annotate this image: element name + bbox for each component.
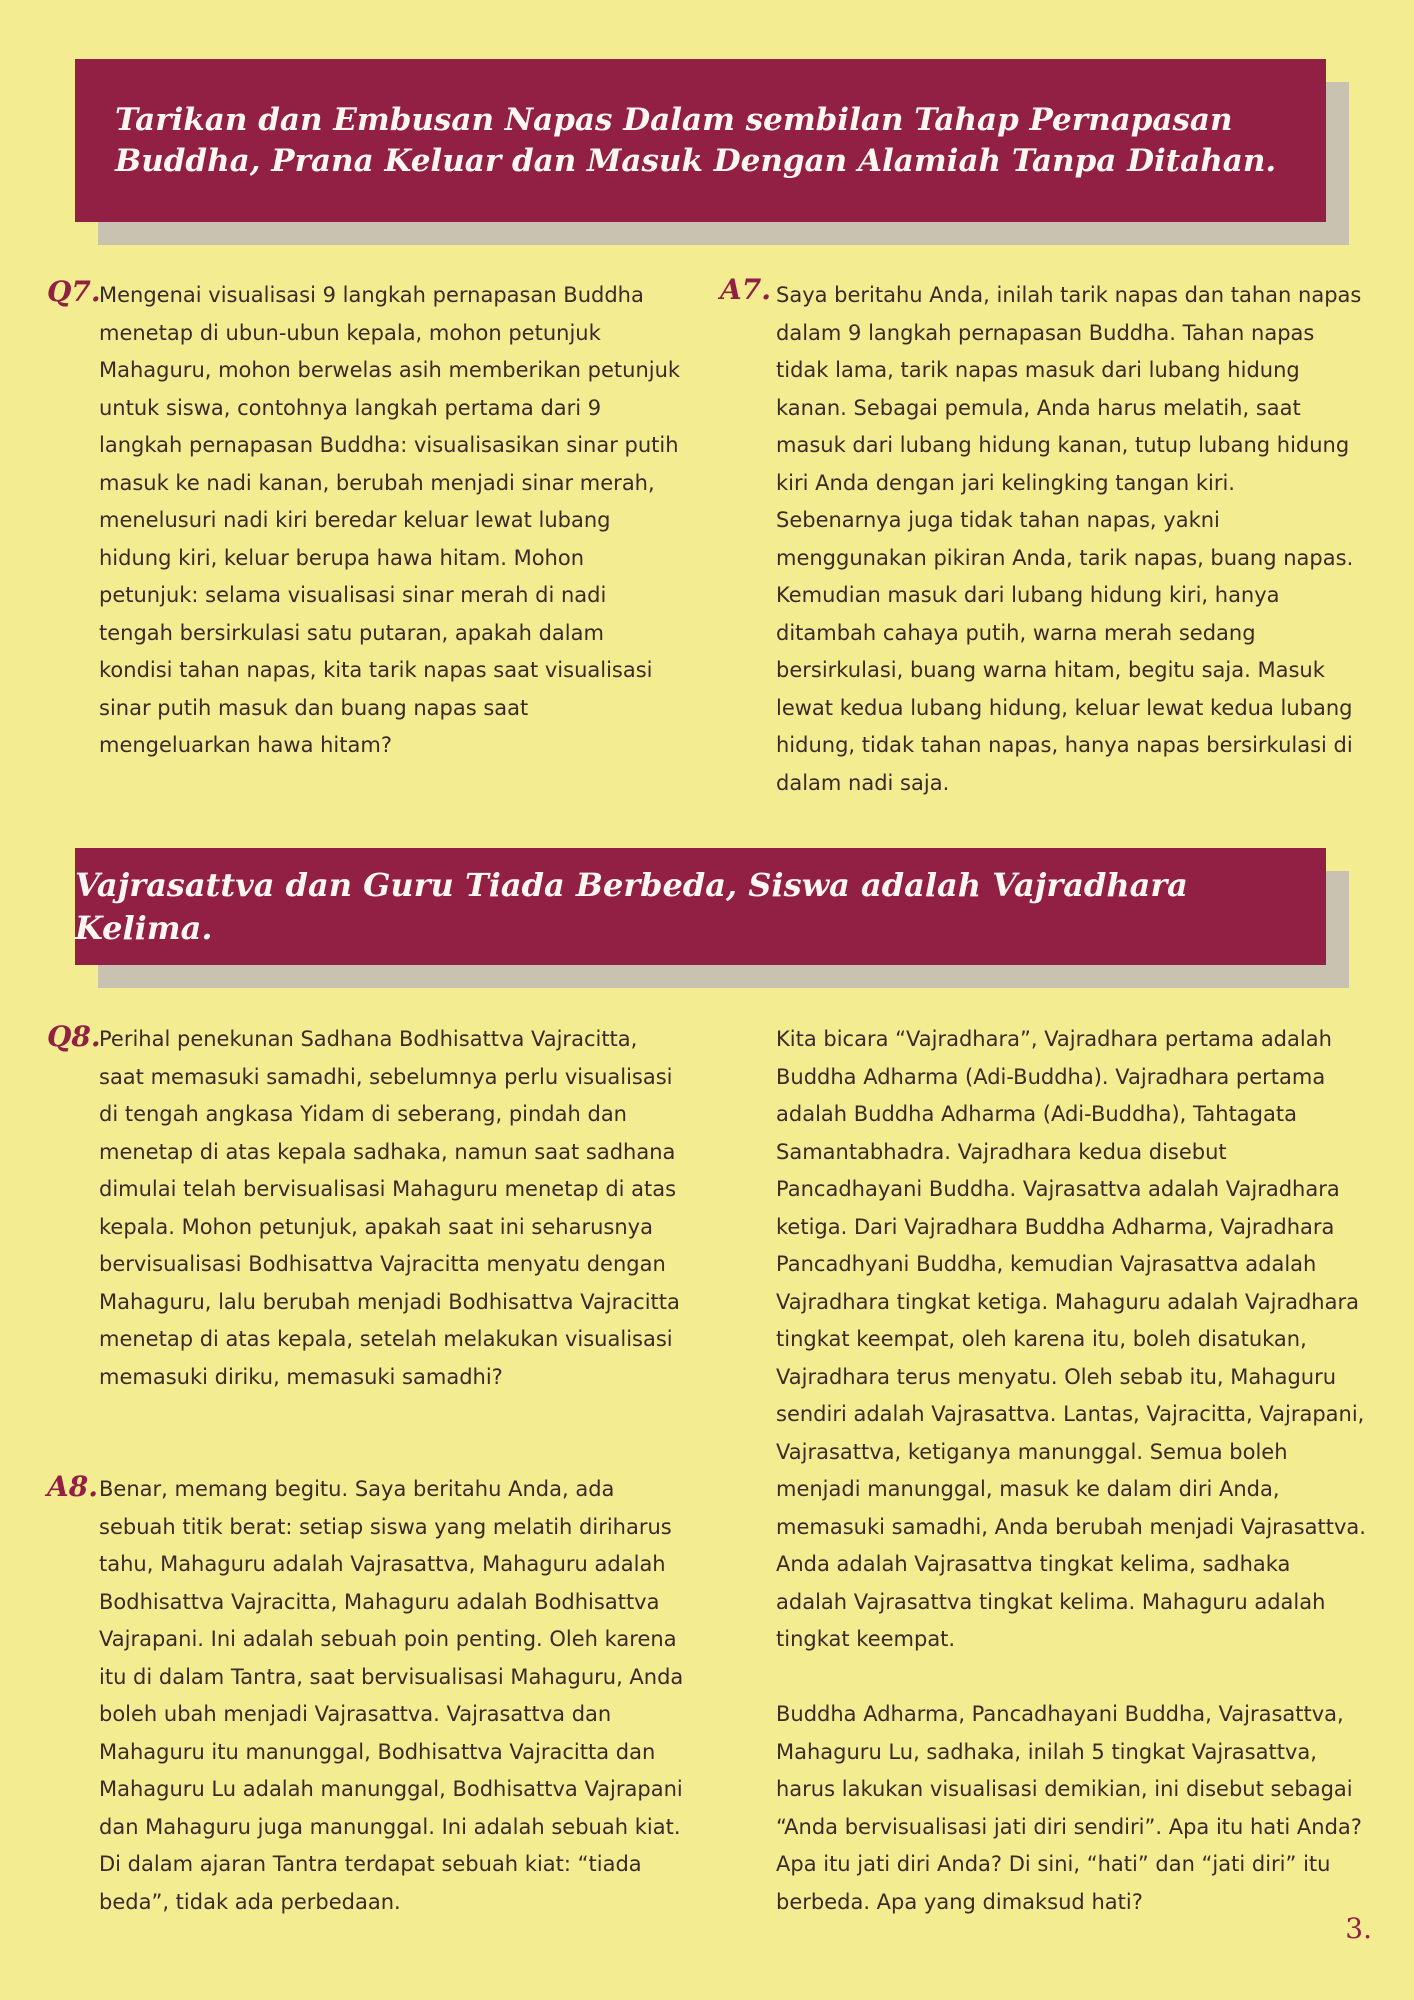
question-text: Mengenai visualisasi 9 langkah pernapasan Buddha menetap di ubun-ubun kepala, mohon petunjuk Mahaguru, mohon berwelas asih memberikan petunjuk untuk siswa, contohnya langkah pertama dari 9 langkah pernapasan Buddha: visualisasikan sinar putih masuk ke nadi kanan, berubah menjadi sinar merah, menelusuri nadi kiri beredar keluar lewat lubang hidung kiri, keluar berupa hawa hitam. Mohon petunjuk: selama visualisasi sinar merah di nadi tengah bersirkulasi satu putaran, apakah dalam kondisi tahan napas, kita tarik napas saat visualisasi sinar putih masuk dan buang napas saat mengeluarkan hawa hitam? xyxy=(99,283,681,757)
answer-marker: A7. xyxy=(720,273,771,306)
section-banner xyxy=(75,59,1326,222)
section-title: Vajrasattva dan Guru Tiada Berbeda, Siswa adalah Vajradhara Kelima. xyxy=(75,866,1188,947)
question-marker: Q8. xyxy=(47,1020,101,1053)
answer-text: Saya beritahu Anda, inilah tarik napas dan tahan napas dalam 9 langkah pernapasan Buddha. Tahan napas tidak lama, tarik napas masuk dari lubang hidung kanan. Sebagai pemula, Anda harus melatih, saat masuk dari lubang hidung kanan, tutup lubang hidung kiri Anda dengan jari kelingking tangan kiri. Sebenarnya juga tidak tahan napas, yakni menggunakan pikiran Anda, tarik napas, buang napas. Kemudian masuk dari lubang hidung kiri, hanya ditambah cahaya putih, warna merah sedang bersirkulasi, buang warna hitam, begitu saja. Masuk lewat kedua lubang hidung, keluar lewat kedua lubang hidung, tidak tahan napas, hanya napas bersirkulasi di dalam nadi saja. xyxy=(776,283,1362,795)
answer-continued-text: Kita bicara “Vajradhara”, Vajradhara pertama adalah Buddha Adharma (Adi-Buddha). Vajradhara pertama adalah Buddha Adharma (Adi-Buddha), Tahtagata Samantabhadra. Vajradhara kedua disebut Pancadhayani Buddha. Vajrasattva adalah Vajradhara ketiga. Dari Vajradhara Buddha Adharma, Vajradhara Pancadhyani Buddha, kemudian Vajrasattva adalah Vajradhara tingkat ketiga. Mahaguru adalah Vajradhara tingkat keempat, oleh karena itu, boleh disatukan, Vajradhara terus menyatu. Oleh sebab itu, Mahaguru sendiri adalah Vajrasattva. Lantas, Vajracitta, Vajrapani, Vajrasattva, ketiganya manunggal. Semua boleh menjadi manunggal, masuk ke dalam diri Anda, memasuki samadhi, Anda berubah menjadi Vajrasattva. Anda adalah Vajrasattva tingkat kelima, sadhaka adalah Vajrasattva tingkat kelima. Mahaguru adalah tingkat keempat. xyxy=(776,1027,1366,1651)
section-title-line: Tarikan dan Embusan Napas Dalam sembilan Tahap Pernapasan xyxy=(115,101,1233,138)
section-title xyxy=(115,100,1276,182)
question-text: Perihal penekunan Sadhana Bodhisattva Vajracitta, saat memasuki samadhi, sebelumnya perlu visualisasi di tengah angkasa Yidam di seberang, pindah dan menetap di atas kepala sadhaka, namun saat sadhana dimulai telah bervisualisasi Mahaguru menetap di atas kepala. Mohon petunjuk, apakah saat ini seharusnya bervisualisasi Bodhisattva Vajracitta menyatu dengan Mahaguru, lalu berubah menjadi Bodhisattva Vajracitta menetap di atas kepala, setelah melakukan visualisasi memasuki diriku, memasuki samadhi? xyxy=(99,1027,680,1389)
answer-text: Benar, memang begitu. Saya beritahu Anda, ada sebuah titik berat: setiap siswa yang melatih diriharus tahu, Mahaguru adalah Vajrasattva, Mahaguru adalah Bodhisattva Vajracitta, Mahaguru adalah Bodhisattva Vajrapani. Ini adalah sebuah poin penting. Oleh karena itu di dalam Tantra, saat bervisualisasi Mahaguru, Anda boleh ubah menjadi Vajrasattva. Vajrasattva dan Mahaguru itu manunggal, Bodhisattva Vajracitta dan Mahaguru Lu adalah manunggal, Bodhisattva Vajrapani dan Mahaguru juga manunggal. Ini adalah sebuah kiat. Di dalam ajaran Tantra terdapat sebuah kiat: “tiada beda”, tidak ada perbedaan. xyxy=(99,1477,684,1914)
answer-marker: A8. xyxy=(47,1470,98,1503)
section-banner xyxy=(75,848,1326,965)
page-number: 3. xyxy=(1345,1912,1372,1945)
answer-continued-text: Buddha Adharma, Pancadhayani Buddha, Vajrasattva, Mahaguru Lu, sadhaka, inilah 5 tingkat Vajrasattva, harus lakukan visualisasi demikian, ini disebut sebagai “Anda bervisualisasi jati diri sendiri”. Apa itu hati Anda? Apa itu jati diri Anda? Di sini, “hati” dan “jati diri” itu berbeda. Apa yang dimaksud hati? xyxy=(776,1702,1362,1914)
section-title-line: Buddha, Prana Keluar dan Masuk Dengan Alamiah Tanpa Ditahan. xyxy=(115,142,1277,179)
question-marker: Q7. xyxy=(47,275,101,308)
